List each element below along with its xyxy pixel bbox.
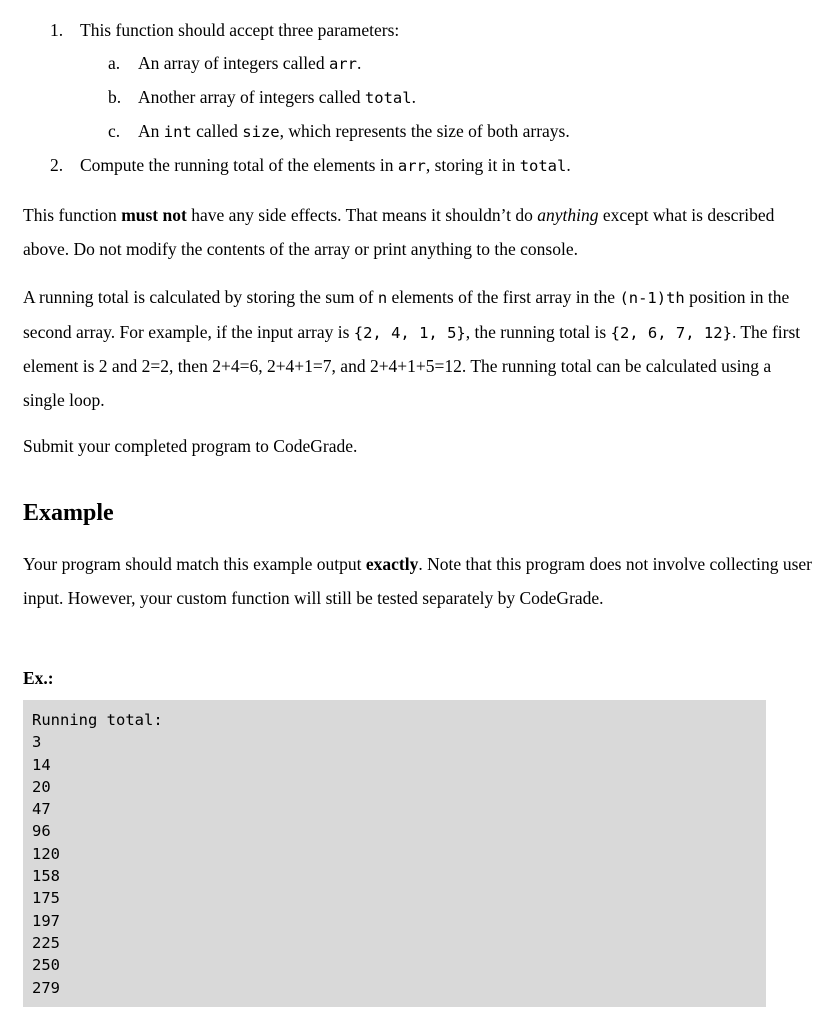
list-number: 1. bbox=[50, 20, 64, 40]
output-line: Running total: bbox=[32, 711, 163, 729]
output-line: 175 bbox=[32, 889, 60, 908]
example-output bbox=[32, 709, 163, 999]
output-line: 14 bbox=[32, 755, 51, 774]
example-heading: Example bbox=[23, 500, 114, 526]
output-line: 158 bbox=[32, 867, 60, 886]
output-line: 250 bbox=[32, 956, 60, 975]
paragraph-example-description: Your program should match this example output exactly. Note that this program does not involve collecting user input. However, your custom function will still be tested separately by CodeGrade. bbox=[23, 554, 812, 608]
sub-text: An array of integers called arr. bbox=[138, 53, 362, 73]
output-line: 96 bbox=[32, 822, 51, 841]
paragraph-running-total: A running total is calculated by storing the sum of n elements of the first array in the (n-1)th position in the second array. For example, if the input array is {2, 4, 1, 5}, the running total is {2, 6, 7, 12}. The first element is 2 and 2=2, then 2+4=6, 2+4+1=7, and 2+4+1+5=12. The running total can be calculated using a single loop. bbox=[23, 287, 801, 410]
example-label: Ex.: bbox=[23, 668, 54, 688]
output-line: 47 bbox=[32, 800, 51, 819]
output-line: 3 bbox=[32, 733, 42, 752]
code-int: int bbox=[163, 123, 192, 141]
paragraph-side-effects: This function must not have any side effects. That means it shouldn’t do anything except what is described above. Do not modify the contents of the array or print anything to the console. bbox=[23, 205, 775, 259]
paragraph-submit: Submit your completed program to CodeGrade. bbox=[23, 436, 358, 456]
output-line: 279 bbox=[32, 978, 60, 997]
sub-number: a. bbox=[108, 53, 121, 73]
list-text: Compute the running total of the elements in arr, storing it in total. bbox=[80, 155, 571, 175]
code-size: size bbox=[242, 123, 280, 141]
sub-number: c. bbox=[108, 121, 121, 141]
output-line: 225 bbox=[32, 933, 60, 952]
output-line: 197 bbox=[32, 911, 60, 930]
example-output-box bbox=[23, 700, 766, 1007]
sub-text: Another array of integers called total. bbox=[138, 87, 416, 107]
code-arr: arr bbox=[328, 55, 357, 73]
output-line: 120 bbox=[32, 844, 60, 863]
code-arr: arr bbox=[397, 157, 426, 175]
output-line: 20 bbox=[32, 777, 51, 796]
list-text: This function should accept three parameters: bbox=[80, 20, 400, 40]
sub-number: b. bbox=[108, 87, 122, 107]
sub-text: An int called size, which represents the size of both arrays. bbox=[138, 121, 570, 141]
code-total: total bbox=[519, 157, 567, 175]
list-number: 2. bbox=[50, 155, 64, 175]
code-total: total bbox=[364, 89, 412, 107]
